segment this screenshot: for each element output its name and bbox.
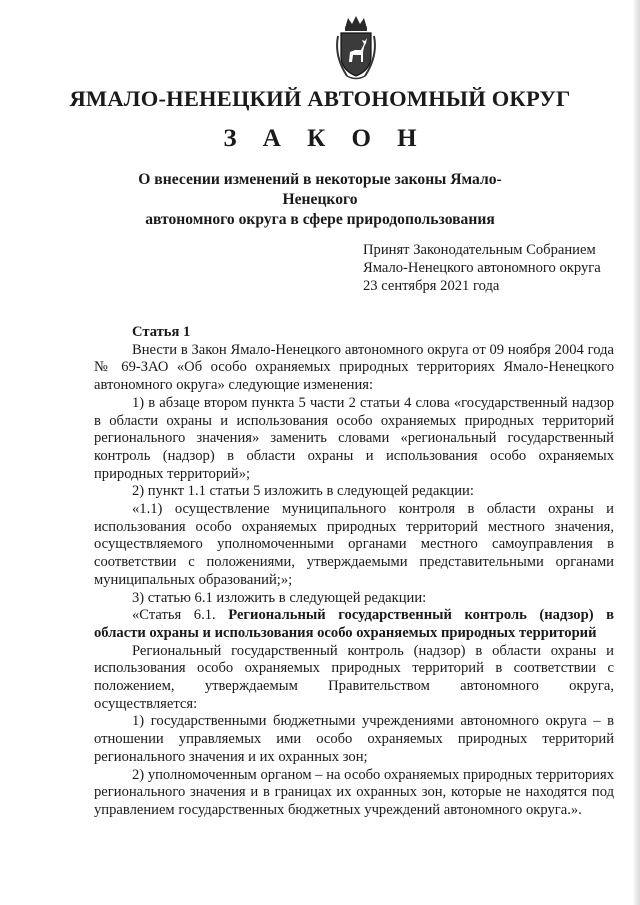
- amendment-item-3: 3) статью 6.1 изложить в следующей редакции:: [132, 589, 427, 606]
- document-type: З А К О Н: [223, 125, 427, 152]
- coat-of-arms-icon: [333, 14, 379, 82]
- new-article-paragraph-3: 2) уполномоченным органом – на особо охраняемых природных территориях регионального значения и в границах их охранных зон, которые не находятся под управлением государственных бюджетных учреждений автономного округа.».: [94, 766, 614, 818]
- new-article-title: Региональный государственный контроль (надзор) в области охраны и использования особо охраняемых природных территорий: [94, 607, 614, 641]
- article-intro: Внести в Закон Ямало-Ненецкого автономного округа от 09 ноября 2004 года № 69-ЗАО «Об особо охраняемых природных территориях Ямало-Ненецкого автономного округа» следующие изменения:: [94, 341, 614, 394]
- article-heading: Статья 1: [132, 324, 191, 340]
- law-title: [120, 170, 520, 230]
- scan-edge: [634, 0, 640, 905]
- adoption-note: [363, 241, 633, 295]
- new-article-number: «Статья 6.1.: [132, 607, 229, 624]
- amendment-item-2: 2) пункт 1.1 статьи 5 изложить в следующей редакции:: [132, 483, 474, 500]
- law-title-line-2: автономного округа в сфере природопользования: [145, 211, 495, 228]
- amendment-item-1: 1) в абзаце втором пункта 5 части 2 статьи 4 слова «государственный надзор в области охраны и использования особо охраняемых природных территорий регионального значения» заменить словами «региональный государственный контроль (надзор) в области охраны и использования особо охраняемых природных территорий»;: [94, 394, 614, 482]
- new-article-heading: [94, 607, 614, 642]
- adoption-date: 23 сентября 2021 года: [363, 278, 500, 294]
- law-title-line-1: О внесении изменений в некоторые законы Ямало-Ненецкого: [138, 171, 502, 208]
- adoption-line-1: Принят Законодательным Собранием: [363, 242, 596, 258]
- new-article-paragraph-2: 1) государственными бюджетными учреждениями автономного округа – в отношении управляемых ими особо охраняемых природных территорий регионального значения и их охранных зон;: [94, 713, 614, 765]
- law-body: [94, 324, 614, 820]
- new-article-paragraph-1: Региональный государственный контроль (надзор) в области охраны и использования особо охраняемых природных территорий в соответствии с положением, утверждаемым Правительством автономного округа, осуществляется:: [94, 642, 614, 712]
- region-name: ЯМАЛО-НЕНЕЦКИЙ АВТОНОМНЫЙ ОКРУГ: [69, 86, 571, 111]
- amendment-item-2-text: «1.1) осуществление муниципального контроля в области охраны и использования особо охраняемых природных территорий местного значения, осуществляемого уполномоченными органами местного самоуправления в соответствии с положениями, утверждаемыми представительными органами муниципальных образований;»;: [94, 501, 614, 588]
- adoption-line-2: Ямало-Ненецкого автономного округа: [363, 260, 601, 276]
